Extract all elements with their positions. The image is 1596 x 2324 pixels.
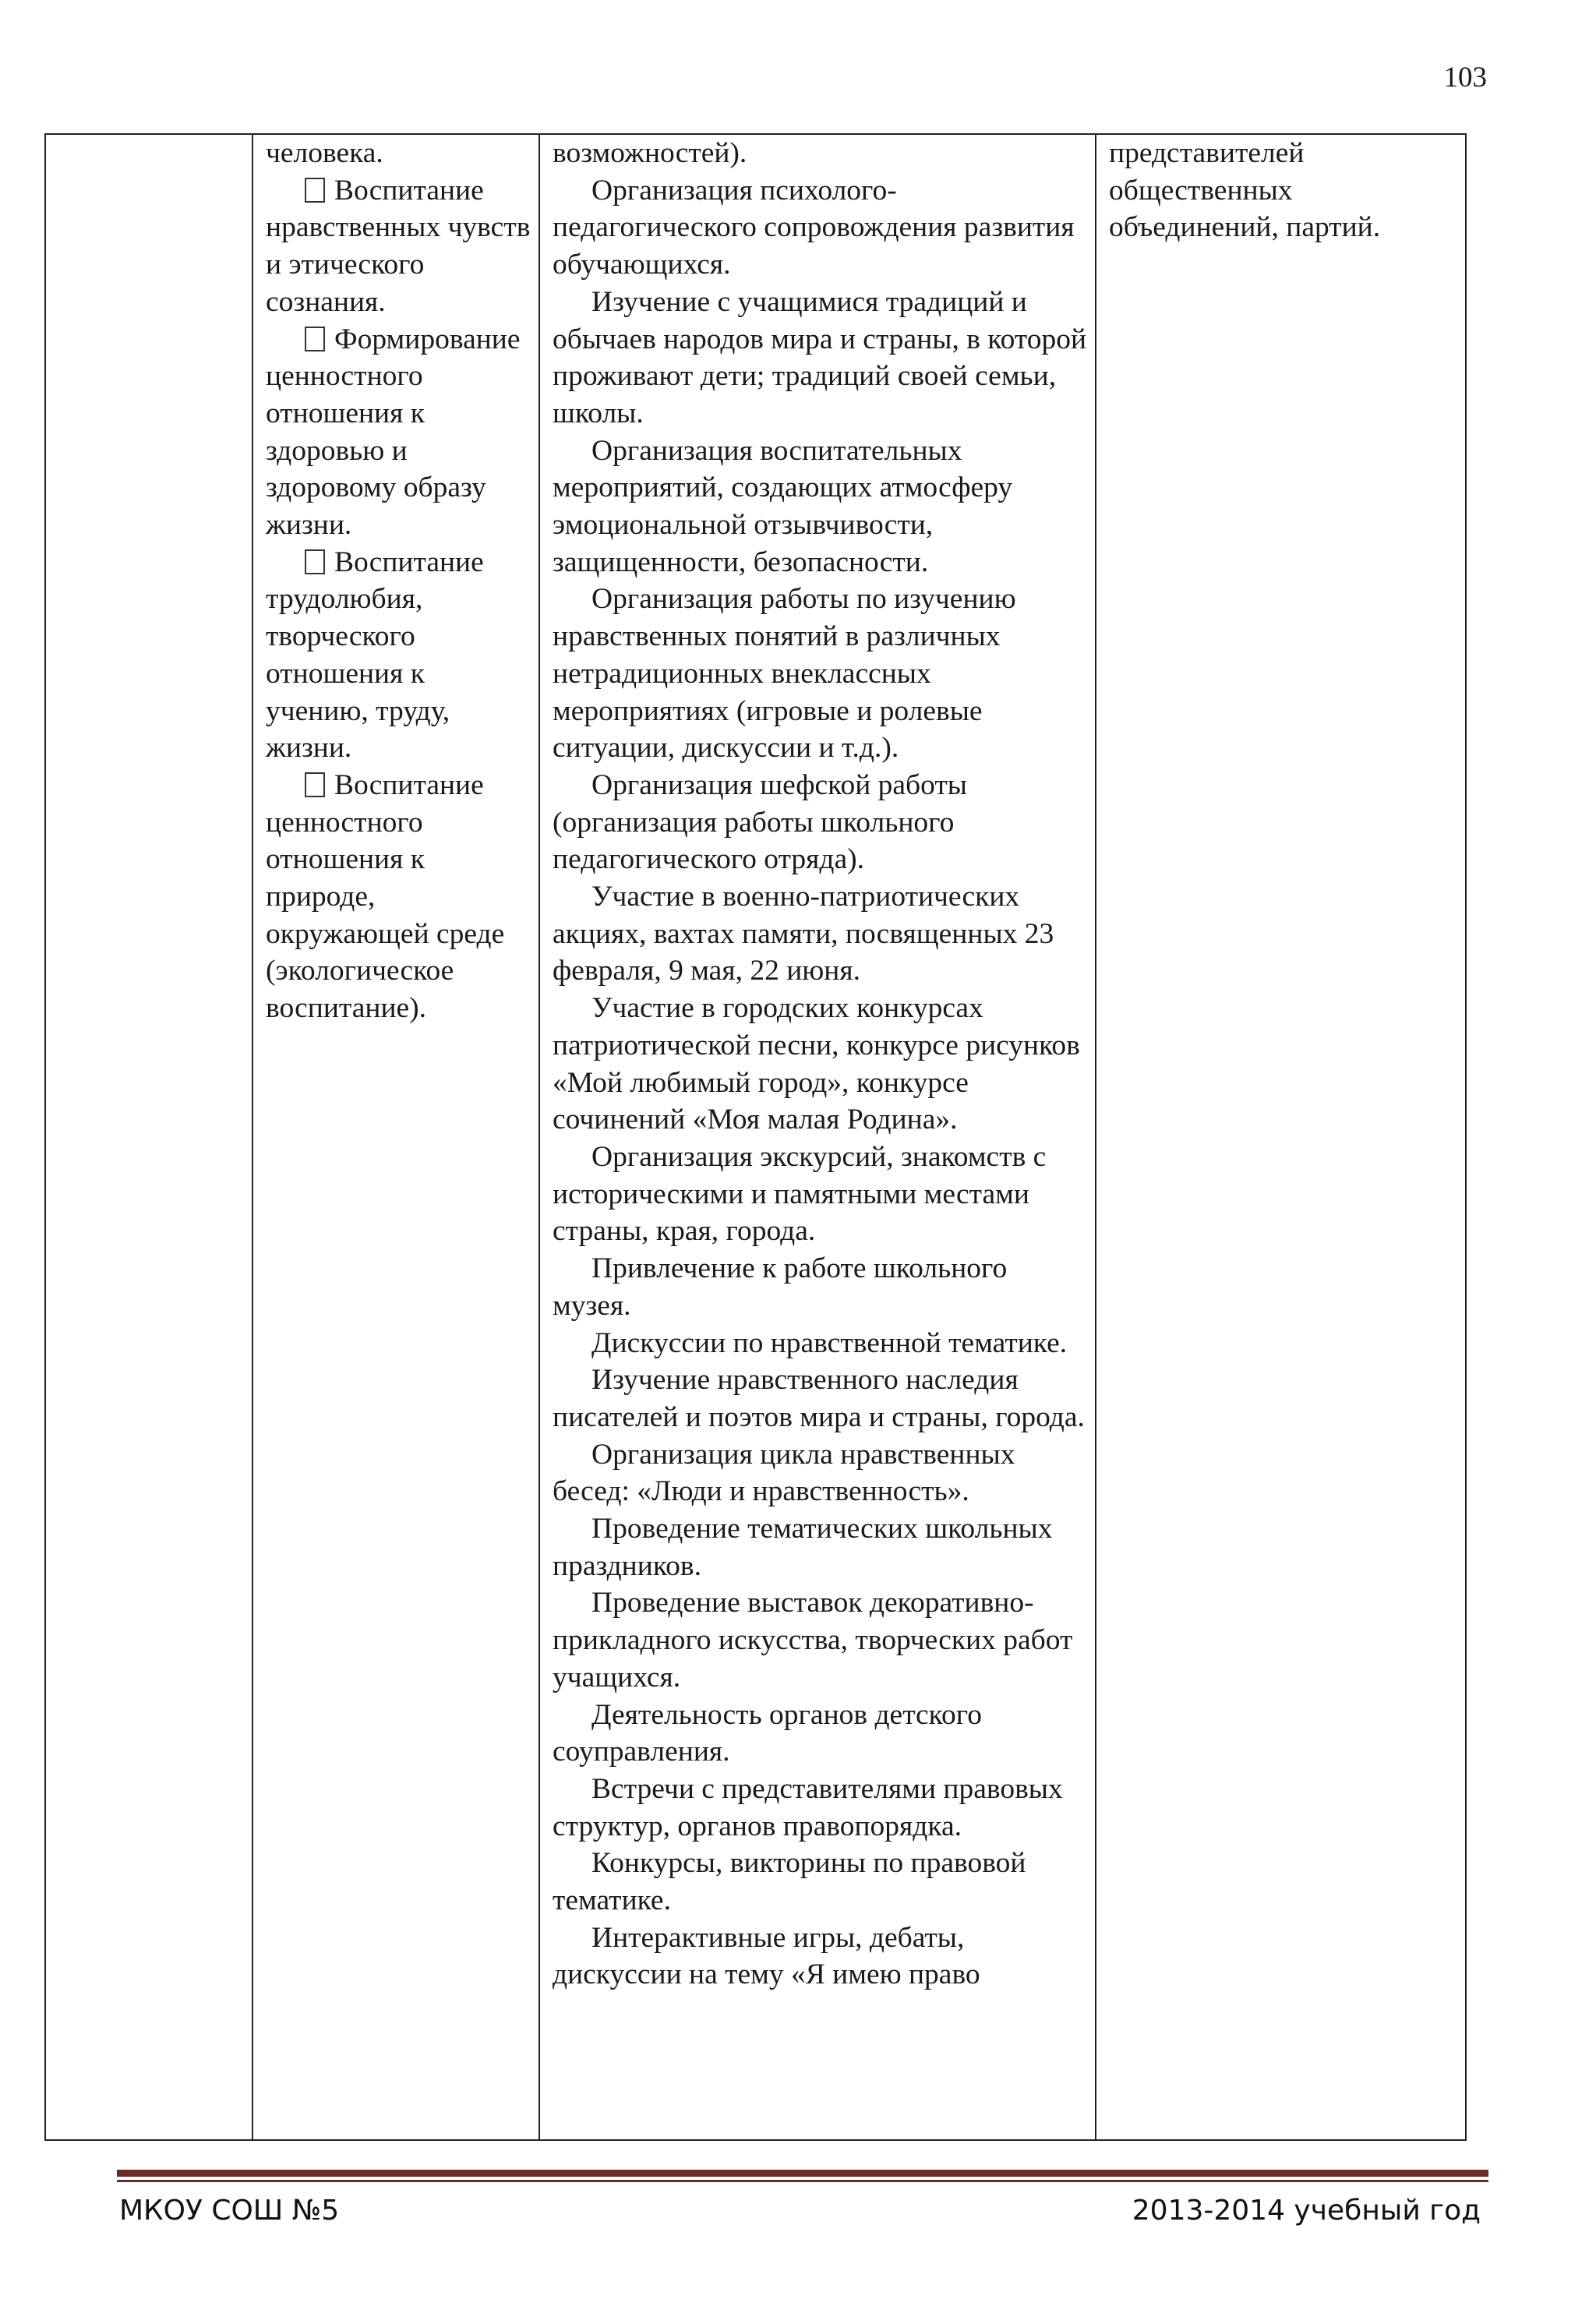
paragraph xyxy=(553,878,1090,990)
paragraph-text: Организация шефской работы (организация работы школьного педагогического отряда). xyxy=(553,768,967,876)
paragraph-text: Организация цикла нравственных бесед: «Люди и нравственность». xyxy=(553,1438,1015,1508)
footer-school-year: 2013-2014 учебный год xyxy=(1132,2195,1481,2227)
footer-school-name: МКОУ СОШ №5 xyxy=(119,2195,340,2227)
paragraph xyxy=(553,767,1090,878)
footer-rule-thin xyxy=(117,2180,1488,2182)
paragraph-text: Воспитание нравственных чувств и этического сознания. xyxy=(266,174,531,318)
paragraph-text: Организация психолого-педагогического сопровождения развития обучающихся. xyxy=(553,174,1075,281)
paragraph-text: Изучение нравственного наследия писателей и поэтов мира и страны, города. xyxy=(553,1364,1085,1433)
paragraph xyxy=(553,1362,1090,1436)
paragraph xyxy=(553,581,1090,767)
paragraph-text: Формирование ценностного отношения к здоровью и здоровому образу жизни. xyxy=(266,323,521,542)
paragraph xyxy=(553,1436,1090,1510)
paragraph-text: Деятельность органов детского соуправления. xyxy=(553,1698,982,1768)
paragraph-text: Встречи с представителями правовых структур, органов правопорядка. xyxy=(553,1772,1063,1842)
paragraph-text: Организация экскурсий, знакомств с историческими и памятными местами страны, края, города. xyxy=(553,1140,1047,1248)
paragraph xyxy=(553,1584,1090,1696)
paragraph xyxy=(553,1771,1090,1845)
paragraph-text: Участие в военно-патриотических акциях, вахтах памяти, посвященных 23 февраля, 9 мая, 22 июня. xyxy=(553,881,1054,987)
paragraph-text: Проведение тематических школьных праздников. xyxy=(553,1513,1053,1582)
footer-rule-thick xyxy=(117,2170,1488,2177)
paragraph-text: Интерактивные игры, дебаты, дискуссии на тему «Я имею право xyxy=(553,1921,980,1991)
bullet-icon xyxy=(305,772,325,797)
paragraph xyxy=(553,135,1090,172)
bullet-icon xyxy=(305,549,325,574)
table-cell-col2 xyxy=(252,134,539,2140)
paragraph xyxy=(266,544,534,767)
paragraph-text: Привлечение к работе школьного музея. xyxy=(553,1252,1008,1322)
paragraph-text: Конкурсы, викторины по правовой тематике. xyxy=(553,1847,1026,1917)
paragraph xyxy=(553,284,1090,433)
paragraph-text: Организация работы по изучению нравственных понятий в различных нетрадиционных внеклассных мероприятиях (игровые и ролевые ситуации, дискуссии и т.д.). xyxy=(553,583,1016,765)
bullet-icon xyxy=(305,327,325,351)
paragraph-text: Участие в городских конкурсах патриотической песни, конкурсе рисунков «Мой любимый город», конкурсе сочинений «Моя малая Родина». xyxy=(553,992,1080,1136)
activities-list xyxy=(540,135,1095,1994)
paragraph xyxy=(266,172,534,321)
paragraph-text: Дискуссии по нравственной тематике. xyxy=(591,1326,1068,1359)
goals-list xyxy=(253,135,538,1027)
paragraph-text: Проведение выставок декоративно-прикладного искусства, творческих работ учащихся. xyxy=(553,1587,1073,1694)
paragraph-text: Организация воспитательных мероприятий, создающих атмосферу эмоциональной отзывчивости, защищенности, безопасности. xyxy=(553,434,1013,578)
table-cell-col3 xyxy=(539,134,1096,2140)
paragraph xyxy=(553,1139,1090,1250)
table-cell-col1 xyxy=(45,134,252,2140)
paragraph xyxy=(266,767,534,1027)
paragraph xyxy=(553,990,1090,1139)
paragraph xyxy=(553,1510,1090,1584)
paragraph xyxy=(553,1920,1090,1994)
paragraph-text: Изучение с учащимися традиций и обычаев народов мира и страны, в которой проживают дети; традиций своей семьи, школы. xyxy=(553,285,1087,429)
paragraph xyxy=(553,433,1090,581)
paragraph xyxy=(1109,135,1460,246)
paragraph xyxy=(553,172,1090,284)
paragraph xyxy=(553,1325,1090,1362)
paragraph xyxy=(553,1845,1090,1919)
page-number: 103 xyxy=(1443,62,1487,94)
paragraph xyxy=(553,1250,1090,1324)
paragraph xyxy=(266,321,534,544)
participants-list xyxy=(1096,135,1465,246)
bullet-icon xyxy=(305,178,325,203)
table-row xyxy=(45,134,1466,2140)
table-cell-col4 xyxy=(1096,134,1466,2140)
paragraph-text: человека. xyxy=(266,137,383,169)
paragraph-text: представителей общественных объединений, партий. xyxy=(1109,137,1381,244)
paragraph-text: возможностей). xyxy=(553,137,747,169)
content-table xyxy=(44,133,1467,2141)
paragraph-text: Воспитание трудолюбия, творческого отношения к учению, труду, жизни. xyxy=(266,546,484,765)
paragraph xyxy=(266,135,534,172)
paragraph-text: Воспитание ценностного отношения к природе, окружающей среде (экологическое воспитание). xyxy=(266,768,505,1025)
paragraph xyxy=(553,1697,1090,1771)
